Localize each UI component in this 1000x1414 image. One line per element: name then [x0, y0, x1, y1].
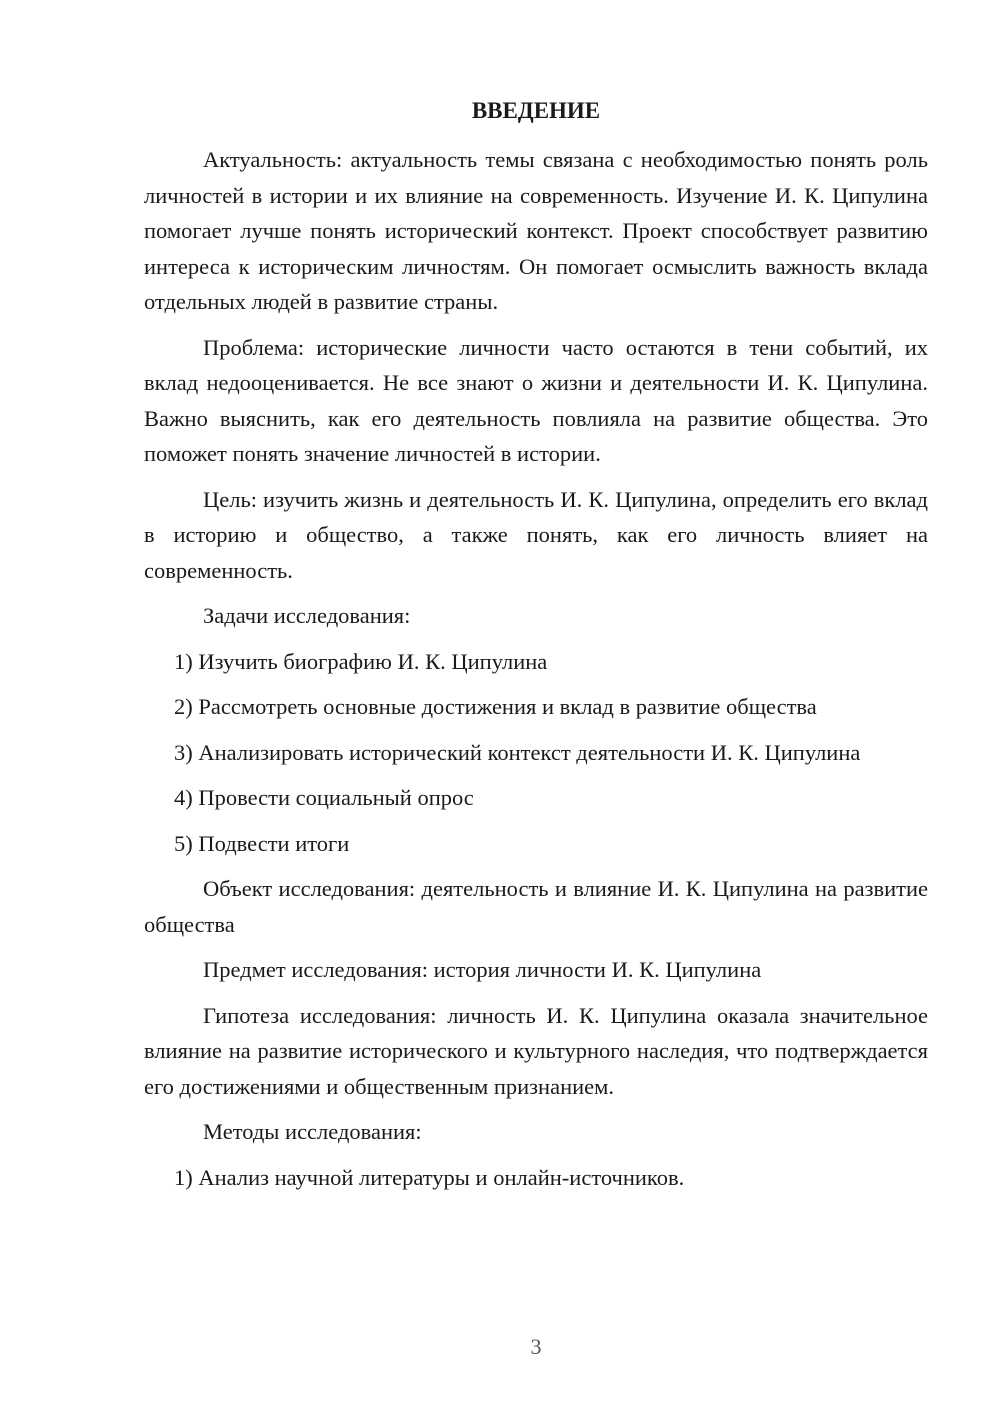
relevance-paragraph: Актуальность: актуальность темы связана с необходимостью понять роль личностей в истории и их влияние на современность. Изучение И. К. Ципулина помогает лучше понять исторический контекст. Проект способствует развитию интереса к историческим личностям. Он помогает осмыслить важность вклада отдельных людей в развитие страны. — [144, 147, 928, 314]
task-item: 5) Подвести итоги — [174, 830, 350, 856]
document-body — [144, 142, 928, 1205]
task-item: 4) Провести социальный опрос — [174, 785, 474, 810]
task-item: 3) Анализировать исторический контекст деятельности И. К. Ципулина — [174, 739, 861, 765]
page-number: 3 — [530, 1334, 542, 1359]
problem-paragraph: Проблема: исторические личности часто остаются в тени событий, их вклад недооценивается. Не все знают о жизни и деятельности И. К. Ципулина. Важно выяснить, как его деятельность повлияла на развитие общества. Это поможет понять значение личностей в истории. — [144, 334, 928, 466]
methods-heading: Методы исследования: — [203, 1119, 422, 1144]
subject-paragraph: Предмет исследования: история личности И. К. Ципулина — [203, 957, 762, 982]
task-item: 1) Изучить биографию И. К. Ципулина — [174, 648, 548, 674]
object-paragraph: Объект исследования: деятельность и влияние И. К. Ципулина на развитие общества — [144, 876, 928, 937]
tasks-heading: Задачи исследования: — [203, 603, 411, 628]
section-title: ВВЕДЕНИЕ — [471, 98, 601, 123]
goal-paragraph: Цель: изучить жизнь и деятельность И. К. Ципулина, определить его вклад в историю и общество, а также понять, как его личность влияет на современность. — [144, 486, 928, 583]
hypothesis-paragraph: Гипотеза исследования: личность И. К. Ципулина оказала значительное влияние на развитие исторического и культурного наследия, что подтверждается его достижениями и общественным признанием. — [144, 1002, 928, 1099]
task-item: 2) Рассмотреть основные достижения и вклад в развитие общества — [174, 694, 817, 719]
method-item: 1) Анализ научной литературы и онлайн-источников. — [174, 1164, 685, 1190]
